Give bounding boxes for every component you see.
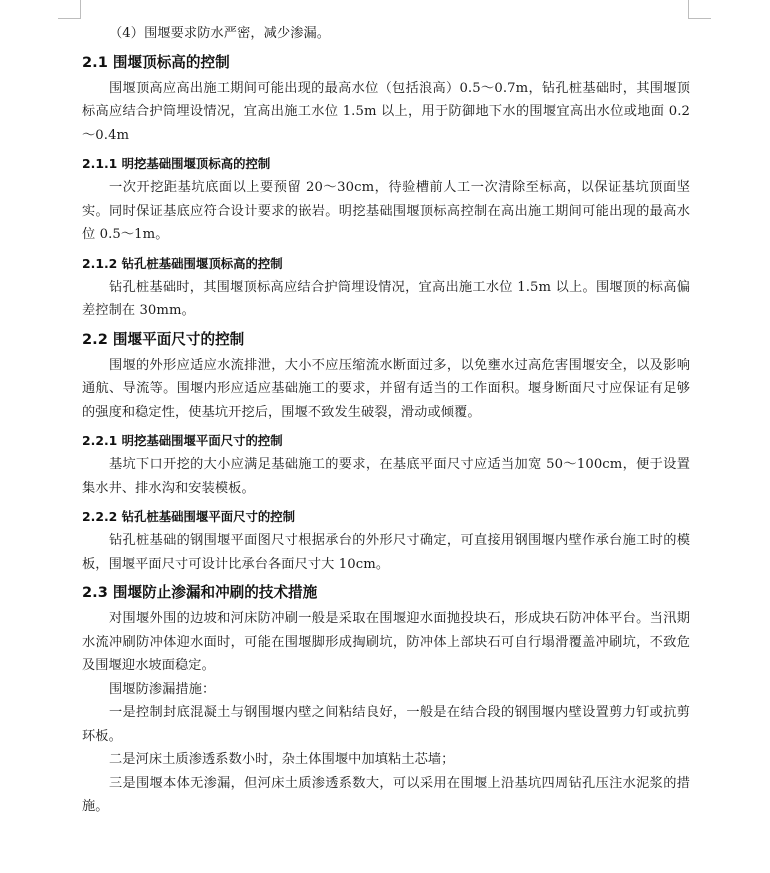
heading-2-1-1: 2.1.1 明挖基础围堰顶标高的控制 — [82, 156, 271, 171]
paragraph: 一次开挖距基坑底面以上要预留 20～30cm，待验槽前人工一次清除至标高，以保证基坑顶面坚实。同时保证基底应符合设计要求的嵌岩。明挖基础围堰顶标高控制在高出施工期间可能出现的最高水位 0.5～1m。 — [82, 180, 690, 242]
heading-2-1-2: 2.1.2 钻孔桩基础围堰顶标高的控制 — [82, 255, 283, 271]
heading-2-3: 2.3 围堰防止渗漏和冲刷的技术措施 — [82, 584, 318, 601]
list-item-requirement-4: （4）围堰要求防水严密，减少渗漏。 — [109, 26, 331, 41]
paragraph: 对围堰外围的边坡和河床防冲刷一般是采取在围堰迎水面抛投块石，形成块石防冲体平台。当汛期水流冲刷防冲体迎水面时，可能在围堰脚形成掏刷坑，防冲体上部块石可自行塌滑覆盖冲刷坑，不致危及围堰迎水坡面稳定。 — [82, 611, 690, 673]
heading-2-2-2: 2.2.2 钻孔桩基础围堰平面尺寸的控制 — [82, 509, 296, 524]
paragraph: 围堰顶高应高出施工期间可能出现的最高水位（包括浪高）0.5～0.7m，钻孔桩基础时，其围堰顶标高应结合护筒埋设情况，宜高出施工水位 1.5m 以上，用于防御地下水的围堰宜高出水位或地面 0.2～0.4m — [82, 80, 690, 143]
paragraph: 一是控制封底混凝土与钢围堰内壁之间粘结良好，一般是在结合段的钢围堰内壁设置剪力钉或抗剪环板。 — [82, 705, 690, 744]
paragraph: 基坑下口开挖的大小应满足基础施工的要求，在基底平面尺寸应适当加宽 50～100cm，便于设置集水井、排水沟和安装模板。 — [82, 457, 690, 496]
heading-2-2-1: 2.2.1 明挖基础围堰平面尺寸的控制 — [82, 433, 283, 448]
crop-mark-top-right — [688, 0, 711, 19]
crop-mark-top-left — [58, 0, 81, 19]
heading-2-1: 2.1 围堰顶标高的控制 — [82, 53, 230, 71]
paragraph: 钻孔桩基础时，其围堰顶标高应结合护筒埋设情况，宜高出施工水位 1.5m 以上。围堰顶的标高偏差控制在 30mm。 — [82, 279, 690, 318]
paragraph: 钻孔桩基础的钢围堰平面图尺寸根据承台的外形尺寸确定，可直接用钢围堰内壁作承台施工时的模板，围堰平面尺寸可设计比承台各面尺寸大 10cm。 — [82, 533, 690, 572]
heading-2-2: 2.2 围堰平面尺寸的控制 — [82, 330, 245, 348]
document-body[interactable] — [82, 22, 690, 819]
paragraph: 围堰防渗漏措施： — [109, 681, 216, 697]
paragraph: 围堰的外形应适应水流排泄，大小不应压缩流水断面过多，以免壅水过高危害围堰安全，以及影响通航、导流等。围堰内形应适应基础施工的要求，并留有适当的工作面积。堰身断面尺寸应保证有足够的强度和稳定性，使基坑开挖后，围堰不致发生破裂，滑动或倾覆。 — [82, 357, 690, 420]
paragraph: 二是河床土质渗透系数小时，杂土体围堰中加填粘土芯墙； — [109, 752, 455, 767]
paragraph: 三是围堰本体无渗漏，但河床土质渗透系数大，可以采用在围堰上沿基坑四周钻孔压注水泥浆的措施。 — [82, 775, 690, 814]
